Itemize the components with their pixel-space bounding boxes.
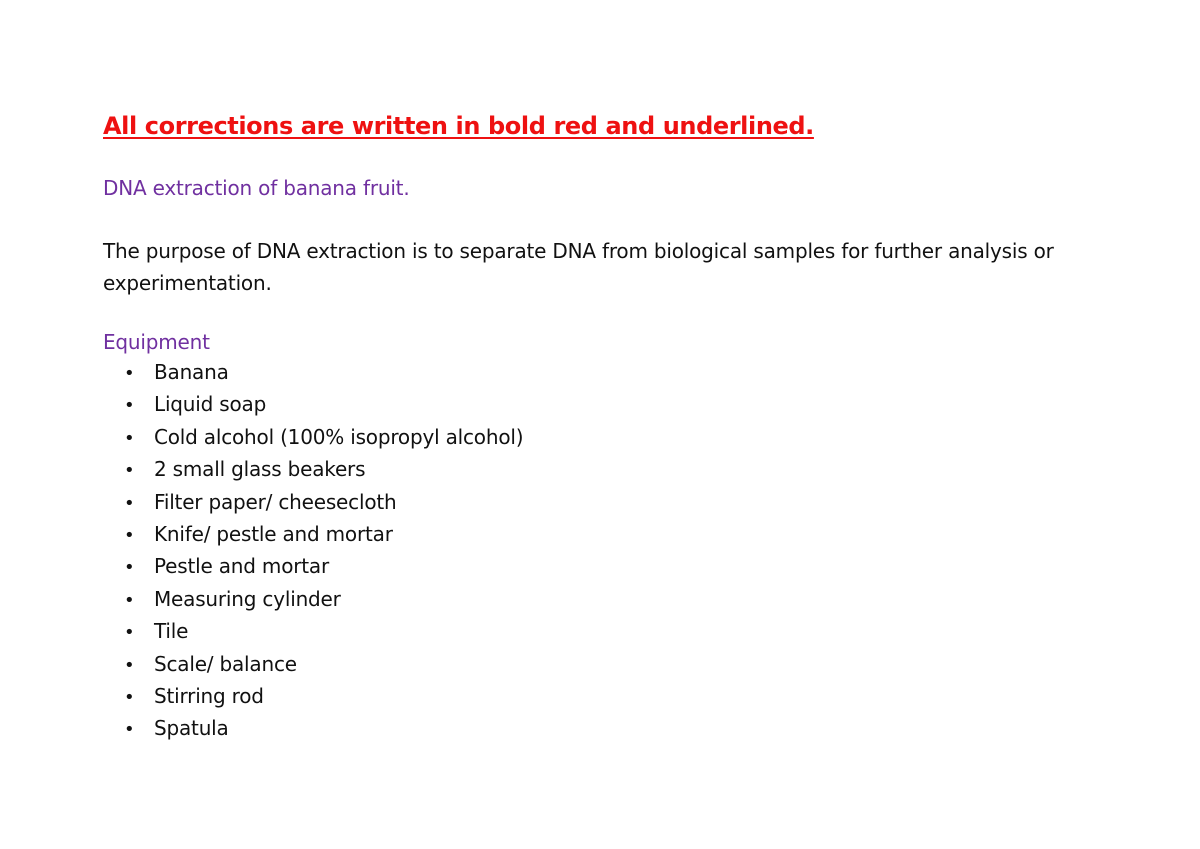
- equipment-item-label: Measuring cylinder: [154, 586, 341, 611]
- equipment-item: [124, 616, 1103, 648]
- equipment-item-label: Knife/ pestle and mortar: [154, 522, 393, 547]
- equipment-item: [124, 389, 1103, 421]
- equipment-item: [124, 713, 1103, 745]
- purpose-paragraph: The purpose of DNA extraction is to separate DNA from biological samples for further analysis or experimentation.: [103, 239, 1054, 295]
- bullet-icon: •: [124, 525, 135, 547]
- bullet-icon: •: [124, 460, 135, 482]
- corrections-notice: All corrections are written in bold red and underlined.: [103, 112, 814, 140]
- bullet-icon: •: [124, 589, 135, 611]
- equipment-item-label: Liquid soap: [154, 392, 267, 417]
- bullet-icon: •: [124, 687, 135, 709]
- equipment-heading: Equipment: [103, 330, 210, 354]
- bullet-icon: •: [124, 427, 135, 449]
- equipment-item-label: Stirring rod: [154, 684, 264, 709]
- equipment-item-label: 2 small glass beakers: [154, 457, 366, 482]
- equipment-item: [124, 519, 1103, 551]
- equipment-item: [124, 487, 1103, 519]
- equipment-item: [124, 357, 1103, 389]
- bullet-icon: •: [124, 719, 135, 741]
- equipment-item-label: Filter paper/ cheesecloth: [154, 489, 397, 514]
- equipment-list: [103, 357, 1103, 746]
- equipment-item-label: Tile: [154, 619, 189, 644]
- document-title: DNA extraction of banana fruit.: [103, 176, 410, 200]
- document-content: [103, 108, 1103, 746]
- equipment-item: [124, 422, 1103, 454]
- equipment-item-label: Cold alcohol (100% isopropyl alcohol): [154, 424, 524, 449]
- bullet-icon: •: [124, 492, 135, 514]
- bullet-icon: •: [124, 622, 135, 644]
- equipment-item-label: Banana: [154, 360, 229, 384]
- equipment-item: [124, 551, 1103, 583]
- equipment-item-label: Scale/ balance: [154, 651, 297, 676]
- equipment-item: [124, 681, 1103, 713]
- bullet-icon: •: [124, 654, 135, 676]
- equipment-item-label: Pestle and mortar: [154, 554, 329, 579]
- bullet-icon: •: [124, 557, 135, 579]
- equipment-item: [124, 649, 1103, 681]
- bullet-icon: •: [124, 395, 135, 417]
- equipment-item: [124, 454, 1103, 486]
- equipment-item: [124, 584, 1103, 616]
- bullet-icon: •: [124, 363, 135, 384]
- equipment-item-label: Spatula: [154, 716, 229, 741]
